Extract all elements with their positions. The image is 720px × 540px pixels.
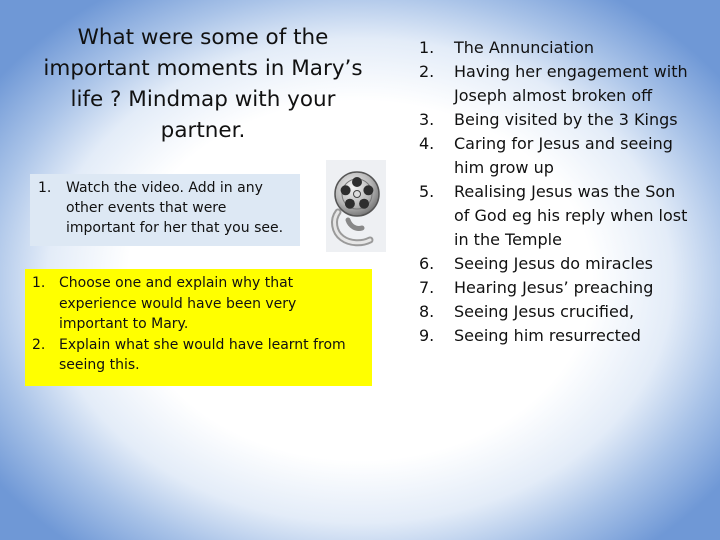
list-item xyxy=(415,276,690,300)
task-list xyxy=(25,269,372,376)
list-number: 4. xyxy=(419,134,435,153)
list-number: 5. xyxy=(419,182,435,201)
list-item xyxy=(415,180,690,252)
film-reel-icon xyxy=(326,160,386,252)
list-item xyxy=(415,108,690,132)
list-text: Caring for Jesus and seeing him grow up xyxy=(454,134,673,177)
video-instruction-box xyxy=(30,174,300,246)
moments-list xyxy=(415,36,690,348)
list-text: Hearing Jesus’ preaching xyxy=(454,278,654,297)
list-text: Seeing Jesus crucified, xyxy=(454,302,635,321)
list-item xyxy=(30,174,300,238)
list-number: 1. xyxy=(38,180,52,196)
task-box xyxy=(25,269,372,386)
list-item xyxy=(415,60,690,108)
list-number: 7. xyxy=(419,278,435,297)
list-text: Realising Jesus was the Son of God eg his reply when lost in the Temple xyxy=(454,182,688,249)
moments-list-container xyxy=(415,36,690,348)
list-item xyxy=(415,300,690,324)
list-number: 2. xyxy=(419,62,435,81)
list-item xyxy=(415,252,690,276)
list-number: 2. xyxy=(32,336,46,353)
list-item xyxy=(415,36,690,60)
list-number: 8. xyxy=(419,302,435,321)
list-item xyxy=(415,132,690,180)
film-reel-icon-graphic xyxy=(326,160,386,252)
list-number: 6. xyxy=(419,254,435,273)
list-item xyxy=(415,324,690,348)
list-text: Having her engagement with Joseph almost broken off xyxy=(454,62,688,105)
list-number: 9. xyxy=(419,326,435,345)
list-text: Watch the video. Add in any other events that were important for her that you see. xyxy=(66,180,284,236)
list-text: Seeing Jesus do miracles xyxy=(454,254,653,273)
list-number: 1. xyxy=(32,275,46,291)
list-number: 1. xyxy=(419,38,435,57)
list-text: The Annunciation xyxy=(454,38,595,57)
list-text: Being visited by the 3 Kings xyxy=(454,110,678,129)
video-instruction-list xyxy=(30,174,300,238)
list-text: Choose one and explain why that experience would have been very important to Mary. xyxy=(59,275,297,332)
slide-title: What were some of the important moments in Mary’s life ? Mindmap with your partner. xyxy=(43,25,363,143)
list-item xyxy=(25,335,372,376)
list-item xyxy=(25,273,372,335)
list-text: Seeing him resurrected xyxy=(454,326,641,345)
list-text: Explain what she would have learnt from seeing this. xyxy=(59,336,346,373)
list-number: 3. xyxy=(419,110,435,129)
